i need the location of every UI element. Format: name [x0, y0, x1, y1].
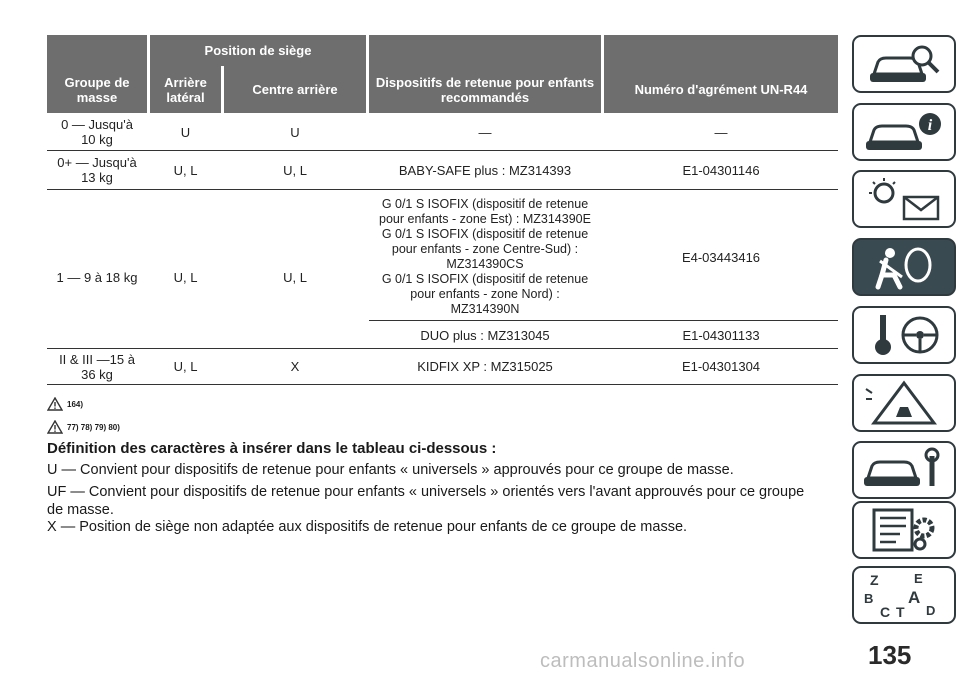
header-rear-side: Arrière latéral: [150, 66, 221, 113]
row3-approval: E1-04301304: [681, 359, 761, 374]
sidebar-item-starting-driving[interactable]: [852, 306, 956, 364]
sidebar-item-index[interactable]: [852, 566, 956, 624]
alphabet-index-icon: [860, 571, 948, 619]
row2-group: 1 — 9 à 18 kg: [56, 270, 138, 285]
note-reference-1[interactable]: [47, 397, 83, 411]
index-letter: D: [926, 603, 936, 618]
header-seat-position: Position de siège: [150, 35, 366, 66]
index-letter: T: [896, 604, 905, 619]
watermark: carmanualsonline.info: [540, 650, 746, 672]
header-approval-number: Numéro d'agrément UN-R44: [604, 66, 838, 113]
warning-triangle-icon: [47, 397, 63, 411]
row3-group: II & III —15 à 36 kg: [59, 351, 135, 382]
warning-triangle-icon: [47, 420, 63, 434]
row2-rear-center: U, L: [283, 270, 307, 285]
index-letter: C: [880, 604, 891, 619]
row0-rear-side: U: [180, 124, 191, 140]
row3-rear-side: U, L: [173, 359, 198, 374]
row-divider: [47, 150, 838, 151]
row-divider: [47, 189, 838, 190]
row0-group: 0 — Jusqu'à 10 kg: [61, 117, 133, 147]
sidebar-item-emergency[interactable]: [852, 374, 956, 432]
row1-rear-center: U, L: [283, 162, 307, 178]
specs-gear-icon: [860, 506, 948, 554]
definition-x: X — Position de siège non adaptée aux dispositifs de retenue pour enfants de ce groupe de masse.: [47, 519, 688, 535]
svg-text:i: i: [927, 117, 933, 134]
car-wrench-icon: [860, 446, 948, 494]
car-info-icon: [860, 108, 948, 156]
row-sub-divider: [369, 320, 838, 321]
sidebar-item-safety[interactable]: [852, 238, 956, 296]
warning-light-mail-icon: [860, 175, 948, 223]
row3-device: KIDFIX XP : MZ315025: [417, 359, 553, 374]
row1-approval: E1-04301146: [682, 162, 760, 178]
definition-uf: UF — Convient pour dispositifs de retenue pour enfants « universels » orientés vers l'avant approuvés pour ce groupe de masse.: [47, 484, 805, 518]
header-recommended-devices: Dispositifs de retenue pour enfants recommandés: [369, 66, 601, 113]
sidebar-item-dashboard[interactable]: [852, 103, 956, 161]
header-rear-center: Centre arrière: [224, 66, 366, 113]
definitions-heading: Définition des caractères à insérer dans le tableau ci-dessous :: [47, 440, 497, 457]
key-steering-wheel-icon: [860, 311, 948, 359]
row1-device: BABY-SAFE plus : MZ314393: [398, 162, 572, 178]
header-blank-approval: [604, 35, 838, 66]
header-blank-group: [47, 35, 147, 66]
row0-device: —: [478, 124, 492, 140]
index-letter: A: [908, 588, 921, 607]
sidebar-item-warning-lights[interactable]: [852, 170, 956, 228]
row-divider: [47, 348, 838, 349]
row2-device-isofix: G 0/1 S ISOFIX (dispositif de retenue pour enfants - zone Est) : MZ314390E G 0/1 S ISOFIX (dispositif de retenue pour enfants - zone Centre-Sud) : MZ314390CS G 0/1 S ISOFIX (dispositif de retenue pour enfants - zone Nord) : MZ314390N: [379, 197, 591, 316]
sidebar-item-maintenance[interactable]: [852, 441, 956, 499]
row-divider: [47, 384, 838, 385]
index-letter: Z: [870, 572, 879, 588]
note-reference-text: 77) 78) 79) 80): [67, 422, 120, 432]
definition-u: U — Convient pour dispositifs de retenue pour enfants « universels » approuvés pour ce groupe de masse.: [47, 462, 734, 478]
row2-approval-isofix: E4-03443416: [681, 249, 761, 265]
row2-approval-duo: E1-04301133: [682, 327, 760, 343]
page-number: 135: [868, 640, 912, 670]
index-letter: E: [914, 571, 923, 586]
car-search-icon: [860, 40, 948, 88]
road-warning-icon: [860, 379, 948, 427]
header-mass-group: Groupe de masse: [47, 66, 147, 113]
sidebar-item-getting-to-know-car[interactable]: [852, 35, 956, 93]
index-letter: B: [864, 591, 874, 606]
row0-rear-center: U: [290, 124, 300, 140]
seat-airbag-icon: [860, 243, 948, 291]
note-reference-2[interactable]: [47, 420, 120, 434]
row3-rear-center: X: [290, 359, 300, 374]
row2-device-duo: DUO plus : MZ313045: [420, 327, 550, 343]
row1-group: 0+ — Jusqu'à 13 kg: [57, 155, 137, 185]
row1-rear-side: U, L: [173, 162, 198, 178]
row0-approval: —: [714, 124, 728, 140]
row2-rear-side: U, L: [173, 270, 198, 285]
sidebar-item-technical-data[interactable]: [852, 501, 956, 559]
note-reference-text: 164): [67, 399, 84, 409]
header-blank-devices: [369, 35, 601, 66]
